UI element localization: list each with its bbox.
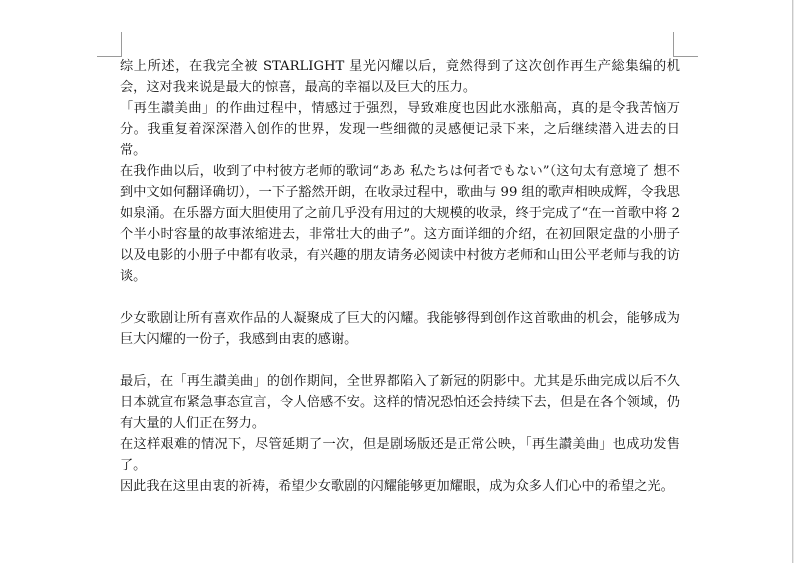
top-left-margin-mark [97,32,122,57]
paragraph-lyrics-and-recording: 在我作曲以后，收到了中村彼方老师的歌词“ああ 私たちは何者でもない”（这句太有意境了 想不到中文如何翻译确切），一下子豁然开朗，在收录过程中，歌曲与 99 组的歌声相映成辉，令我思如泉涌。在乐器方面大胆使用了之前几乎没有用过的大规模的收录，终于完成了“在一首歌中将 2 个半小时容量的故事浓缩进去，非常壮大的曲子”。这方面详细的介绍，在初回限定盘的小册子以及电影的小册子中都有收录，有兴趣的朋友请务必阅读中村彼方老师和山田公平老师与我的访谈。 [120,164,681,284]
paragraph-gratitude: 少女歌剧让所有喜欢作品的人凝聚成了巨大的闪耀。我能够得到创作这首歌曲的机会，能够成为巨大闪耀的一份子，我感到由衷的感谢。 [120,311,680,347]
paragraph-covid-period: 最后，在「再生讃美曲」的创作期间，全世界都陷入了新冠的阴影中。尤其是乐曲完成以后不久日本就宣布紧急事态宣言，令人倍感不安。这样的情况恐怕还会持续下去，但是在各个领域，仍有大量的人们正在努力。 [120,374,680,431]
paragraph-composition-process: 「再生讃美曲」的作曲过程中，情感过于强烈，导致难度也因此水涨船高，真的是令我苦恼万分。我重复着深深潜入创作的世界，发现一些细微的灵感便记录下来，之后继续潜入进去的日常。 [120,101,680,158]
empty-line [120,350,680,371]
paragraph-summary: 综上所述，在我完全被 STARLIGHT 星光闪耀以后，竟然得到了这次创作再生产総集编的机会，这对我来说是最大的惊喜，最高的幸福以及巨大的压力。 [120,59,680,95]
empty-line [120,287,680,308]
paragraph-closing-prayer: 因此我在这里由衷的祈祷，希望少女歌剧的闪耀能够更加耀眼，成为众多人们心中的希望之光。 [120,479,674,494]
paragraph-release: 在这样艰难的情况下，尽管延期了一次，但是剧场版还是正常公映，「再生讃美曲」也成功发售了。 [120,437,680,473]
document-body[interactable] [120,56,680,497]
top-right-margin-mark [673,32,698,57]
